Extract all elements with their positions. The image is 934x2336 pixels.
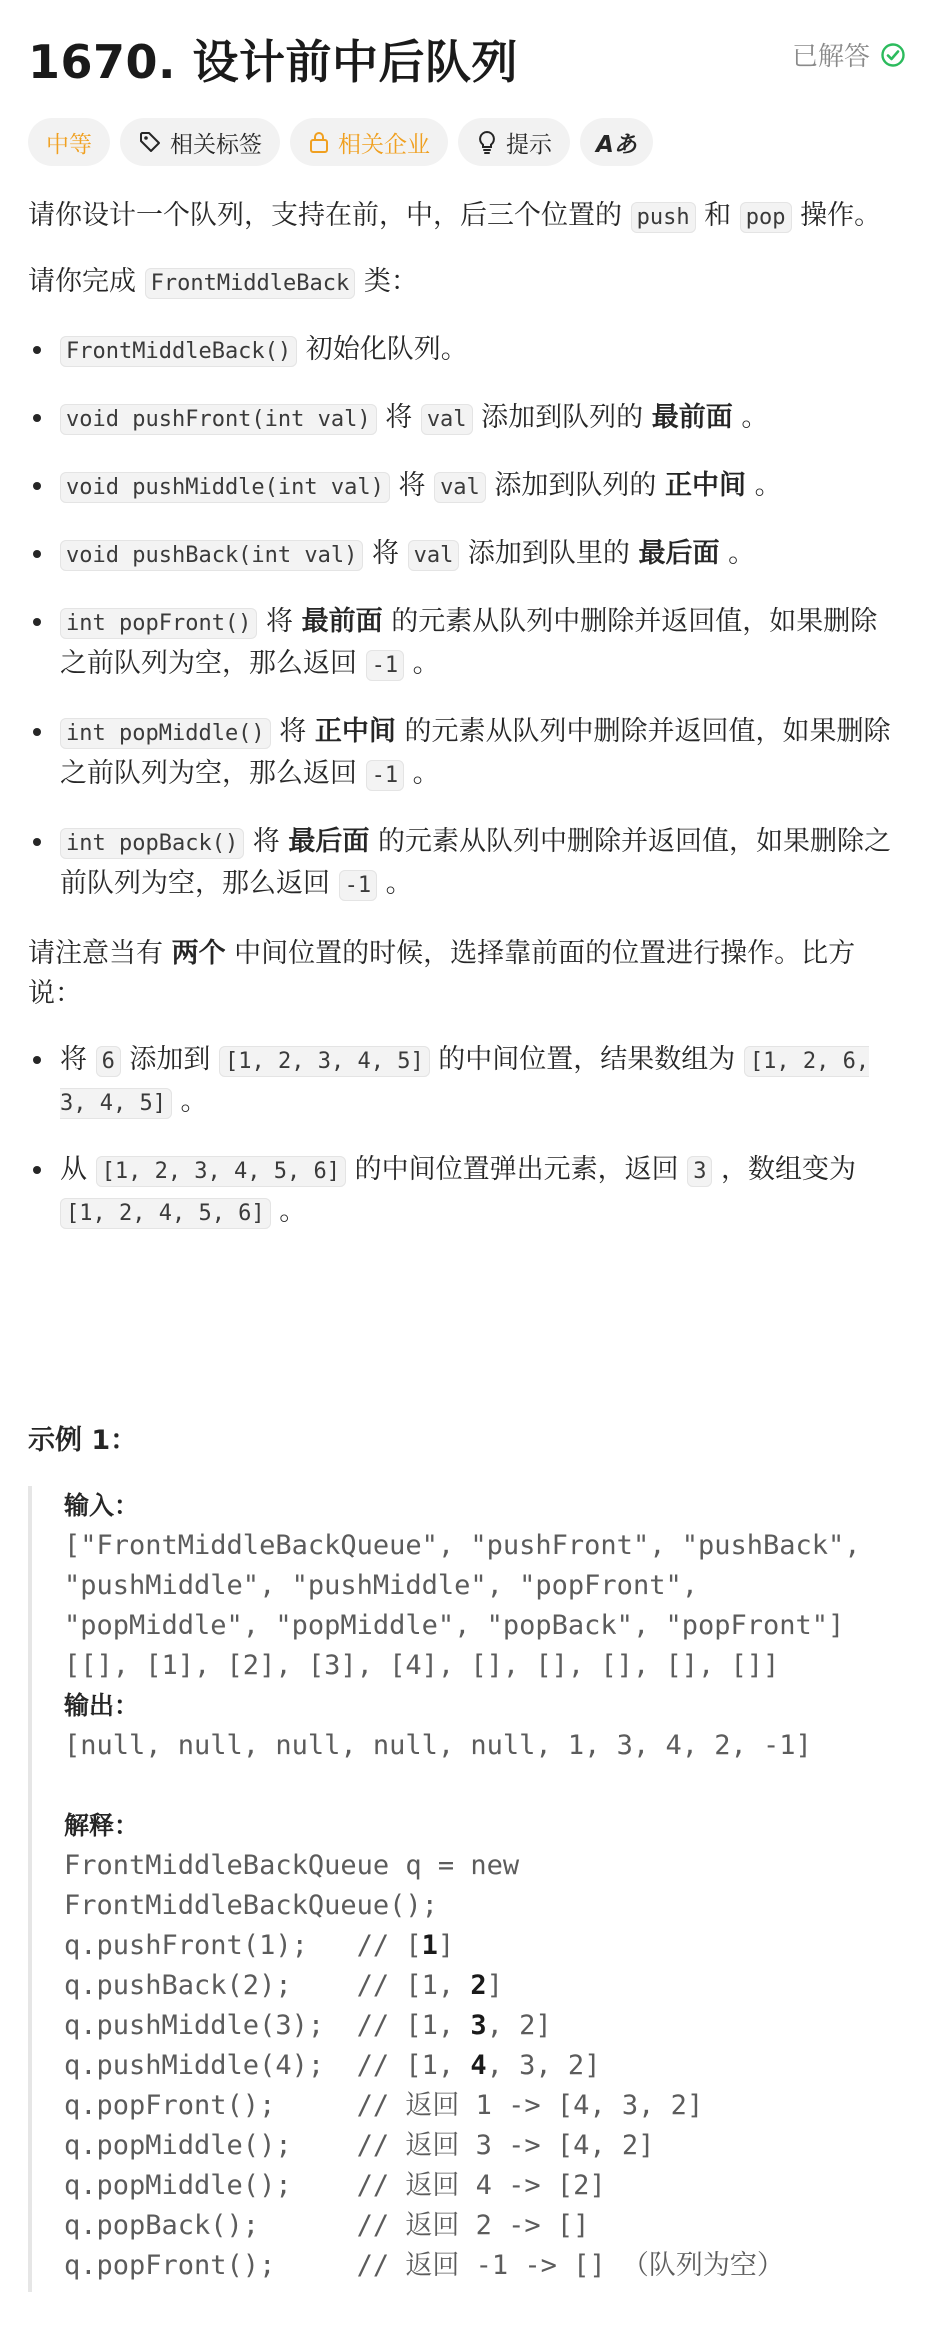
inline-code: [1, 2, 3, 4, 5] xyxy=(219,1046,430,1077)
description-paragraph xyxy=(28,196,896,238)
code-text: , 3, 2] xyxy=(486,2050,601,2081)
output-line: [null, null, null, null, null, 1, 3, 4, 2, -1] xyxy=(64,1730,812,1761)
inline-code: push xyxy=(631,202,696,233)
inline-code: void pushMiddle(int val) xyxy=(60,472,390,503)
explain-line xyxy=(64,2126,894,2166)
text: 将 xyxy=(376,402,421,433)
text: 。 xyxy=(745,470,782,501)
check-circle-icon xyxy=(880,42,906,68)
inline-code: [1, 2, 4, 5, 6] xyxy=(60,1198,271,1229)
list-item xyxy=(28,1040,896,1124)
code-text: q.pushMiddle(4); // [1, xyxy=(64,2050,471,2081)
bold-text: 最后面 xyxy=(288,826,370,857)
inline-code: pop xyxy=(740,202,792,233)
explain-line xyxy=(64,1926,894,1966)
list-item xyxy=(28,822,896,906)
text: 将 xyxy=(389,470,435,501)
text: 。 xyxy=(377,868,413,899)
solved-label: 已解答 xyxy=(791,42,870,72)
input-line: "popMiddle", "popMiddle", "popBack", "popFront"] xyxy=(64,1610,845,1641)
text: 。 xyxy=(270,1196,307,1227)
text: 。 xyxy=(404,758,440,789)
text: 将 xyxy=(363,538,408,569)
highlight-text: 2 xyxy=(470,1970,487,2001)
bold-text: 最后面 xyxy=(638,538,720,569)
highlight-text: 3 xyxy=(470,2010,487,2041)
inline-code: int popMiddle() xyxy=(60,718,271,749)
problem-header xyxy=(28,22,906,89)
explain-line xyxy=(64,2006,894,2046)
text: 请你设计一个队列，支持在前，中，后三个位置的 xyxy=(28,200,631,231)
inline-code: int popBack() xyxy=(60,828,244,859)
explain-line xyxy=(64,2166,894,2206)
text: 操作。 xyxy=(791,200,882,231)
code-text: q.popFront(); // 返回 -1 -> [] （队列为空） xyxy=(64,2250,784,2281)
topics-tag-button[interactable] xyxy=(120,118,280,166)
inline-code: [1, 2, 3, 4, 5, 6] xyxy=(96,1156,346,1187)
inline-code: val xyxy=(434,472,486,503)
explain-label: 解释： xyxy=(64,1811,140,1840)
example-left-border xyxy=(28,1486,32,2292)
inline-code: int popFront() xyxy=(60,608,257,639)
example-block xyxy=(28,1486,896,2292)
topics-tag-label: 相关标签 xyxy=(170,131,262,158)
text: 将 xyxy=(244,826,289,857)
code-text: q.pushFront(1); // [ xyxy=(64,1930,422,1961)
spacer xyxy=(64,1766,894,1806)
companies-tag-button[interactable] xyxy=(290,118,448,166)
text: 请你完成 xyxy=(28,266,145,297)
code-text: q.pushBack(2); // [1, xyxy=(64,1970,471,2001)
problem-description xyxy=(28,196,896,1234)
list-item xyxy=(28,534,896,576)
tag-icon xyxy=(138,130,162,154)
highlight-text: 1 xyxy=(421,1930,438,1961)
bold-text: 正中间 xyxy=(664,470,746,501)
bold-text: 正中间 xyxy=(314,716,396,747)
text: 的元素从队列中删除并返回值，如果删除之前队列为空，那么返回 xyxy=(60,716,891,789)
inline-code: -1 xyxy=(366,650,405,681)
explain-line xyxy=(64,2046,894,2086)
hint-label: 提示 xyxy=(506,131,552,158)
explain-line xyxy=(64,1846,894,1886)
text: 。 xyxy=(404,648,440,679)
example-body xyxy=(64,1486,894,2286)
inline-code: -1 xyxy=(366,760,405,791)
text: 的中间位置弹出元素，返回 xyxy=(346,1154,688,1185)
inline-code: void pushFront(int val) xyxy=(60,404,377,435)
code-text: ] xyxy=(437,1930,455,1961)
problem-title: 1670. 设计前中后队列 xyxy=(28,35,519,89)
text: 添加到 xyxy=(120,1044,220,1075)
inline-code: [1, 2, 6, 3, 4, 5] xyxy=(60,1046,869,1119)
inline-code: -1 xyxy=(339,870,378,901)
lock-icon xyxy=(308,130,330,154)
text: 添加到队里的 xyxy=(459,538,639,569)
inline-code: 6 xyxy=(96,1046,121,1077)
code-text: q.popMiddle(); // 返回 4 -> [2] xyxy=(64,2170,606,2201)
text: 中间位置的时候，选择靠前面的位置进行操作。比方说： xyxy=(28,938,856,1009)
explain-line xyxy=(64,2246,894,2286)
code-text: q.popFront(); // 返回 1 -> [4, 3, 2] xyxy=(64,2090,704,2121)
text: 。 xyxy=(719,538,756,569)
inline-code: FrontMiddleBack xyxy=(145,268,356,299)
bold-text: 最前面 xyxy=(301,606,383,637)
difficulty-badge: 中等 xyxy=(28,118,110,166)
text: 将 xyxy=(257,606,302,637)
input-line: [[], [1], [2], [3], [4], [], [], [], [], []] xyxy=(64,1650,780,1681)
text: 初始化队列。 xyxy=(297,334,468,365)
input-line: ["FrontMiddleBackQueue", "pushFront", "pushBack", xyxy=(64,1530,861,1561)
list-item xyxy=(28,466,896,508)
bold-text: 最前面 xyxy=(651,402,733,433)
text: 将 xyxy=(270,716,315,747)
text: 。 xyxy=(732,402,769,433)
code-text: q.pushMiddle(3); // [1, xyxy=(64,2010,471,2041)
inline-code: val xyxy=(408,540,460,571)
inline-code: val xyxy=(421,404,473,435)
list-item xyxy=(28,712,896,796)
explain-line xyxy=(64,2086,894,2126)
description-paragraph xyxy=(28,934,896,1014)
description-paragraph xyxy=(28,262,896,304)
solved-status[interactable] xyxy=(792,36,906,73)
example-title: 示例 1： xyxy=(28,1425,138,1456)
bold-text: 两个 xyxy=(171,938,226,969)
text: 从 xyxy=(60,1154,96,1185)
input-line: "pushMiddle", "pushMiddle", "popFront", xyxy=(64,1570,698,1601)
text: 添加到队列的 xyxy=(472,402,652,433)
explain-line xyxy=(64,1886,894,1926)
text: 的元素从队列中删除并返回值，如果删除之前队列为空，那么返回 xyxy=(60,606,878,679)
text: 添加到队列的 xyxy=(485,470,665,501)
text: 类： xyxy=(355,266,418,297)
explain-line xyxy=(64,1966,894,2006)
code-text: FrontMiddleBackQueue(); xyxy=(64,1890,438,1921)
inline-code: 3 xyxy=(687,1156,712,1187)
input-label: 输入： xyxy=(64,1491,140,1520)
code-text: q.popMiddle(); // 返回 3 -> [4, 2] xyxy=(64,2130,655,2161)
list-item xyxy=(28,602,896,686)
text: 的中间位置，结果数组为 xyxy=(429,1044,744,1075)
output-label: 输出： xyxy=(64,1691,140,1720)
code-text: FrontMiddleBackQueue q = new xyxy=(64,1850,520,1881)
text: 将 xyxy=(60,1044,96,1075)
code-text: q.popBack(); // 返回 2 -> [] xyxy=(64,2210,590,2241)
translate-button[interactable] xyxy=(580,118,653,166)
code-text: ] xyxy=(486,1970,503,2001)
tag-bar xyxy=(28,118,653,166)
list-item xyxy=(28,1150,896,1234)
lightbulb-icon xyxy=(476,130,498,154)
text: ，数组变为 xyxy=(712,1154,857,1185)
code-text: , 2] xyxy=(486,2010,552,2041)
translate-icon: Aあ xyxy=(596,131,637,158)
note-list xyxy=(28,1040,896,1234)
text: 请注意当有 xyxy=(28,938,172,969)
text: 和 xyxy=(695,200,740,231)
inline-code: void pushBack(int val) xyxy=(60,540,363,571)
method-list xyxy=(28,330,896,906)
companies-tag-label: 相关企业 xyxy=(338,131,430,158)
highlight-text: 4 xyxy=(470,2050,487,2081)
hint-button[interactable] xyxy=(458,118,570,166)
list-item xyxy=(28,330,896,372)
text: 。 xyxy=(171,1086,208,1117)
explain-line xyxy=(64,2206,894,2246)
text: 的元素从队列中删除并返回值，如果删除之前队列为空，那么返回 xyxy=(60,826,891,899)
list-item xyxy=(28,398,896,440)
inline-code: FrontMiddleBack() xyxy=(60,336,297,367)
